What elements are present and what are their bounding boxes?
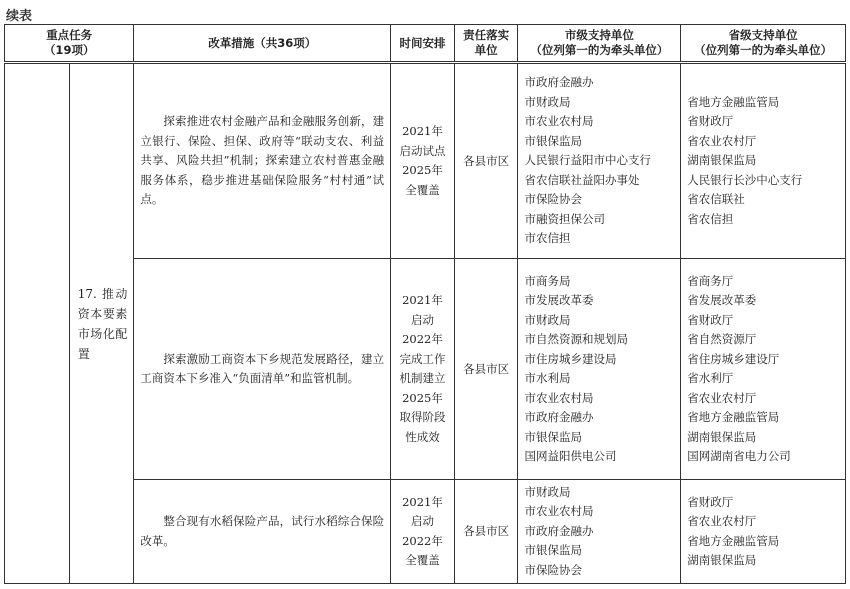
- header-province-support: 省级支持单位 （位列第一的为牵头单位）: [681, 25, 846, 63]
- responsible-cell: 各县市区: [454, 480, 518, 584]
- city-units-cell: 市政府金融办 市财政局 市农业农村局 市银保监局 人民银行益阳市中心支行 省农信联社益阳办事处 市保险协会 市融资担保公司 市农信担: [518, 63, 681, 259]
- schedule-cell: 2021年 启动 2022年 全覆盖: [391, 480, 455, 584]
- table-row: [5, 63, 846, 259]
- key-task-cell: [5, 63, 70, 584]
- city-units-cell: 市财政局 市农业农村局 市政府金融办 市银保监局 市保险协会: [518, 480, 681, 584]
- city-units-cell: 市商务局 市发展改革委 市财政局 市自然资源和规划局 市住房城乡建设局 市水利局 市农业农村局 市政府金融办 市银保监局 国网益阳供电公司: [518, 259, 681, 480]
- header-measures: 改革措施（共36项）: [134, 25, 391, 63]
- responsible-cell: 各县市区: [454, 259, 518, 480]
- header-schedule: 时间安排: [391, 25, 455, 63]
- province-units-cell: 省地方金融监管局 省财政厅 省农业农村厅 湖南银保监局 人民银行长沙中心支行 省农信联社 省农信担: [681, 63, 846, 259]
- measure-text: 整合现有水稻保险产品，试行水稻综合保险改革。: [134, 480, 391, 584]
- province-units-cell: 省商务厅 省发展改革委 省财政厅 省自然资源厅 省住房城乡建设厅 省水利厅 省农业农村厅 省地方金融监管局 湖南银保监局 国网湖南省电力公司: [681, 259, 846, 480]
- measure-text: 探索推进农村金融产品和金融服务创新，建立银行、保险、担保、政府等“联动支农、利益共享、风险共担”机制；探索建立农村普惠金融服务体系，稳步推进基础保险服务“村村通”试点。: [134, 63, 391, 259]
- schedule-cell: 2021年 启动试点 2025年 全覆盖: [391, 63, 455, 259]
- measure-text: 探索激励工商资本下乡规范发展路径，建立工商资本下乡准入“负面清单”和监管机制。: [134, 259, 391, 480]
- header-city-support: 市级支持单位 （位列第一的为牵头单位）: [518, 25, 681, 63]
- header-key-task: 重点任务 （19项）: [5, 25, 134, 63]
- schedule-cell: 2021年 启动 2022年 完成工作 机制建立 2025年 取得阶段 性成效: [391, 259, 455, 480]
- province-units-cell: 省财政厅 省农业农村厅 省地方金融监管局 湖南银保监局: [681, 480, 846, 584]
- table-header-row: [5, 25, 846, 63]
- reform-table: [4, 24, 846, 584]
- header-responsible: 责任落实 单位: [454, 25, 518, 63]
- continued-label: 续表: [6, 9, 33, 24]
- task-name: 17. 推动资本要素市场化配置: [69, 63, 134, 584]
- responsible-cell: 各县市区: [454, 63, 518, 259]
